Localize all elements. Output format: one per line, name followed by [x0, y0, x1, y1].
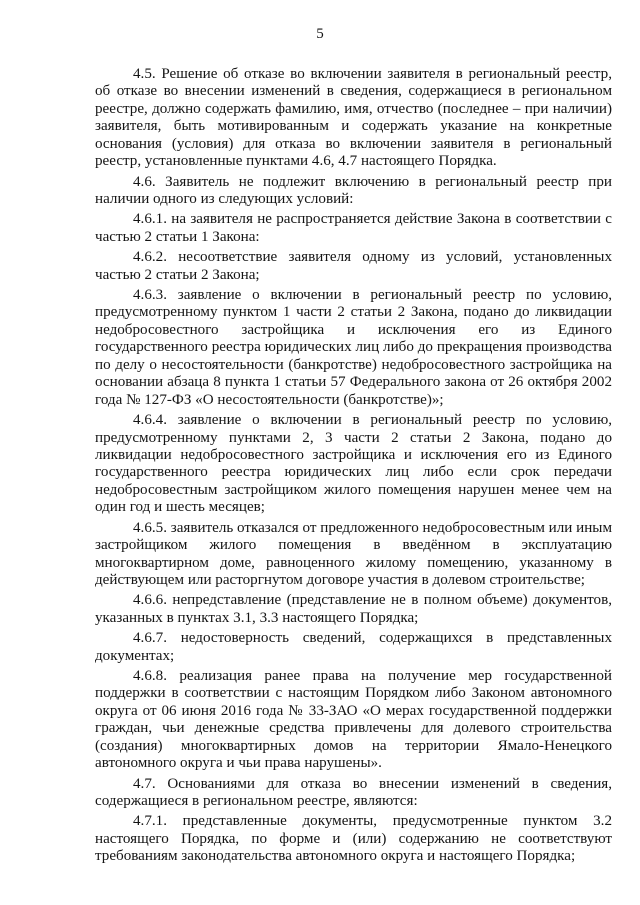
paragraph-4-7: 4.7. Основаниями для отказа во внесении изменений в сведения, содержащиеся в региональном реестре, являются:	[95, 775, 612, 810]
paragraph-4-6-2: 4.6.2. несоответствие заявителя одному из условий, установленных частью 2 статьи 2 Закона;	[95, 249, 612, 283]
paragraph-4-6: 4.6. Заявитель не подлежит включению в региональный реестр при наличии одного из следующих условий:	[95, 173, 612, 208]
page-number: 5	[316, 26, 324, 42]
paragraph-4-6-8: 4.6.8. реализация ранее права на получение мер государственной поддержки в соответствии с настоящим Порядком либо Законом автономного округа от 06 июня 2016 года № 33-ЗАО «О мерах государственной поддержки граждан, чьи денежные средства привлечены для долевого строительства (создания) многоквартирных домов на территории Ямало-Ненецкого автономного округа и чьи права нарушены».	[95, 667, 612, 772]
paragraph-4-5: 4.5. Решение об отказе во включении заявителя в региональный реестр, об отказе во внесении изменений в сведения, содержащиеся в региональном реестре, должно содержать фамилию, имя, отчество (последнее – при наличии) заявителя, быть мотивированным и содержать указание на конкретные основания (условия) для отказа во включении заявителя в региональный реестр, установленные пунктами 4.6, 4.7 настоящего Порядка.	[95, 66, 612, 170]
paragraph-4-6-7: 4.6.7. недостоверность сведений, содержащихся в представленных документах;	[95, 630, 612, 664]
paragraph-4-6-6: 4.6.6. непредставление (представление не в полном объеме) документов, указанных в пунктах 3.1, 3.3 настоящего Порядка;	[95, 592, 612, 626]
paragraph-4-6-1: 4.6.1. на заявителя не распространяется действие Закона в соответствии с частью 2 статьи 1 Закона:	[95, 211, 612, 245]
paragraph-4-7-1: 4.7.1. представленные документы, предусмотренные пунктом 3.2 настоящего Порядка, по форме и (или) содержанию не соответствуют требованиям законодательства автономного округа и настоящего Порядка;	[95, 813, 612, 865]
paragraph-4-6-5: 4.6.5. заявитель отказался от предложенного недобросовестным или иным застройщиком жилого помещения в введённом в эксплуатацию многоквартирном доме, равноценного жилому помещению, указанному в действующем или расторгнутом договоре участия в долевом строительстве;	[95, 519, 612, 589]
paragraph-4-6-3: 4.6.3. заявление о включении в региональный реестр по условию, предусмотренному пунктом 1 части 2 статьи 2 Закона, подано до ликвидации недобросовестного застройщика и исключения его из Единого государственного реестра юридических лиц либо до прекращения производства по делу о несостоятельности (банкротстве) недобросовестного застройщика на основании абзаца 8 пункта 1 статьи 57 Федерального закона от 26 октября 2002 года № 127-ФЗ «О несостоятельности (банкротстве)»;	[95, 287, 612, 408]
document-body	[95, 66, 612, 866]
paragraph-4-6-4: 4.6.4. заявление о включении в региональный реестр по условию, предусмотренному пунктами 2, 3 части 2 статьи 2 Закона, подано до ликвидации недобросовестного застройщика и исключения его из Единого государственного реестра юридических лиц либо если срок передачи недобросовестным застройщиком жилого помещения нарушен менее чем на один год и шесть месяцев;	[95, 412, 612, 516]
